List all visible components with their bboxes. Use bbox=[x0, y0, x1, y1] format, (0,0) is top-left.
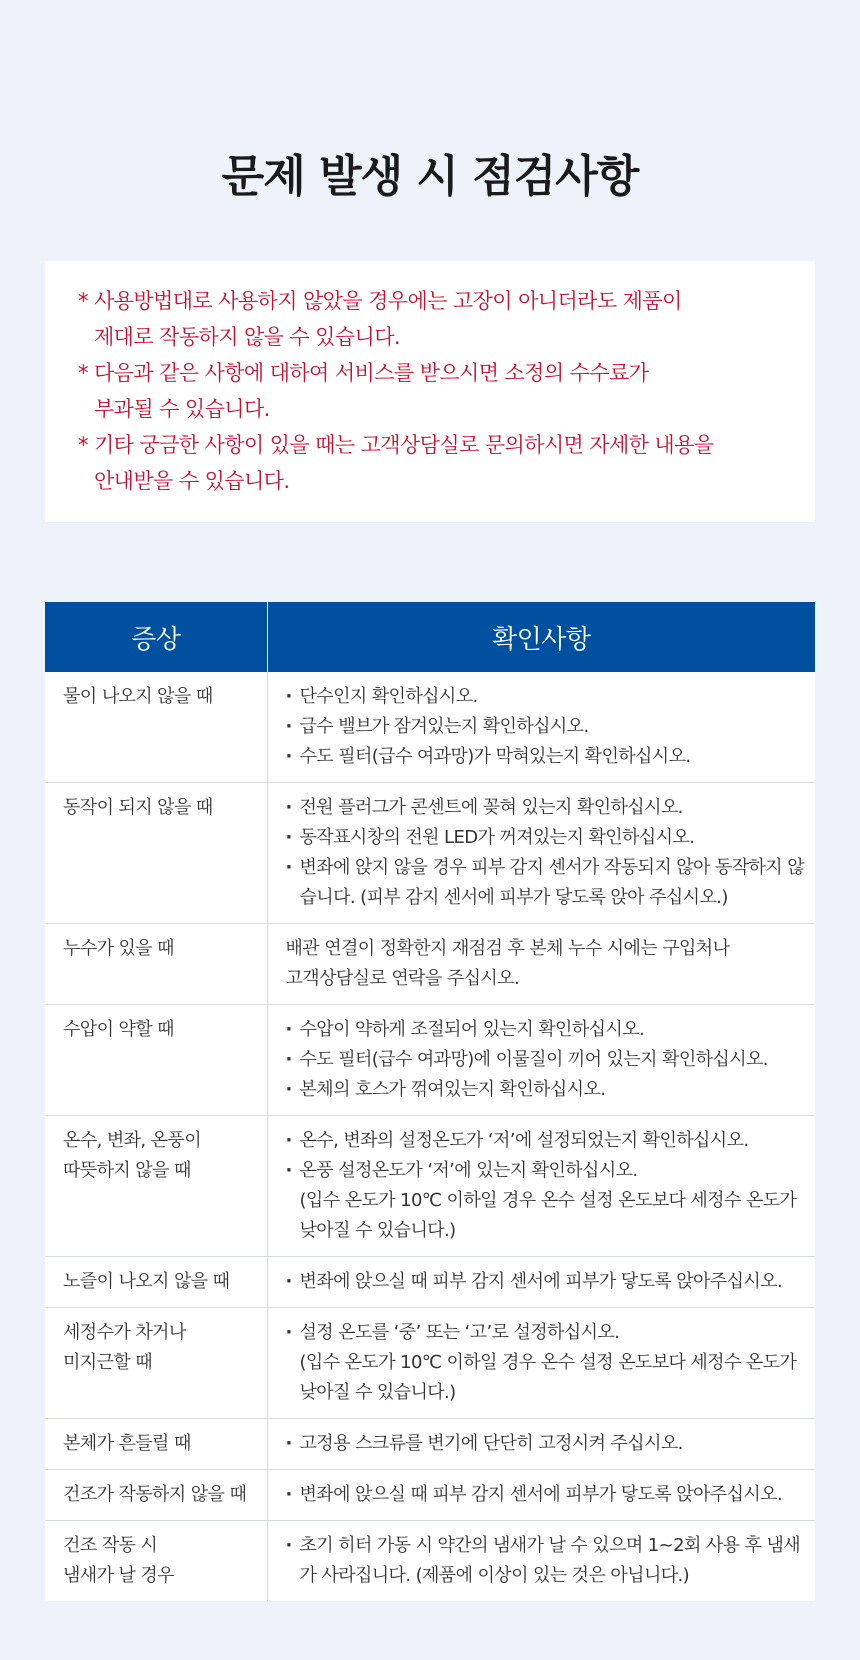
table-row bbox=[45, 1116, 815, 1257]
check-cell bbox=[267, 672, 815, 783]
symptom-text: 수압이 약할 때 bbox=[63, 1019, 174, 1040]
check-bullet-item: · 변좌에 앉으실 때 피부 감지 센서에 피부가 닿도록 앉아주십시오. bbox=[286, 1267, 808, 1297]
symptom-text: 세정수가 차거나 bbox=[63, 1322, 186, 1343]
symptom-cell bbox=[45, 1257, 267, 1308]
check-bullet-item: · 수도 필터(급수 여과망)에 이물질이 끼어 있는지 확인하십시오. bbox=[286, 1045, 808, 1075]
symptom-text: 누수가 있을 때 bbox=[63, 938, 174, 959]
symptom-text: 냄새가 날 경우 bbox=[63, 1565, 174, 1586]
check-cell bbox=[267, 1521, 815, 1602]
table-row bbox=[45, 1257, 815, 1308]
check-bullet-item: · 고정용 스크류를 변기에 단단히 고정시켜 주십시오. bbox=[286, 1429, 808, 1459]
symptom-text: 미지근할 때 bbox=[63, 1352, 153, 1373]
symptom-cell bbox=[45, 783, 267, 924]
notice-line-2: 제대로 작동하지 않을 수 있습니다. bbox=[94, 325, 400, 349]
symptom-cell bbox=[45, 1116, 267, 1257]
notice-box bbox=[45, 261, 815, 522]
notice-item bbox=[78, 283, 785, 355]
notice-item bbox=[78, 427, 785, 499]
check-cell bbox=[267, 1116, 815, 1257]
check-cell bbox=[267, 1470, 815, 1521]
check-bullet-item: · 전원 플러그가 콘센트에 꽂혀 있는지 확인하십시오. bbox=[286, 793, 808, 823]
table-row bbox=[45, 1470, 815, 1521]
check-cell bbox=[267, 1257, 815, 1308]
table-header-row bbox=[45, 602, 815, 672]
symptom-cell bbox=[45, 1308, 267, 1419]
table-row bbox=[45, 924, 815, 1005]
symptom-text: 노즐이 나오지 않을 때 bbox=[63, 1271, 230, 1292]
symptom-text: 건조가 작동하지 않을 때 bbox=[63, 1484, 247, 1505]
table-row bbox=[45, 1005, 815, 1116]
header-symptom: 증상 bbox=[45, 602, 267, 672]
table-row bbox=[45, 1521, 815, 1602]
notice-line-2: 안내받을 수 있습니다. bbox=[94, 469, 290, 493]
check-bullet-item: · 단수인지 확인하십시오. bbox=[286, 682, 808, 712]
check-cell bbox=[267, 783, 815, 924]
symptom-cell bbox=[45, 1521, 267, 1602]
table-row bbox=[45, 783, 815, 924]
check-cell bbox=[267, 1005, 815, 1116]
check-bullet-item: · 수압이 약하게 조절되어 있는지 확인하십시오. bbox=[286, 1015, 808, 1045]
symptom-cell bbox=[45, 1419, 267, 1470]
check-text: (입수 온도가 10℃ 이하일 경우 온수 설정 온도보다 세정수 온도가 낮아질 수 있습니다.) bbox=[299, 1190, 797, 1241]
troubleshooting-table-container bbox=[45, 602, 815, 1601]
symptom-text: 건조 작동 시 bbox=[63, 1535, 158, 1556]
table-row bbox=[45, 672, 815, 783]
check-text: 배관 연결이 정확한지 재점검 후 본체 누수 시에는 구입처나 bbox=[285, 938, 730, 959]
symptom-text: 물이 나오지 않을 때 bbox=[63, 686, 213, 707]
troubleshooting-table bbox=[45, 602, 815, 1601]
page-title: 문제 발생 시 점검사항 bbox=[221, 151, 639, 202]
check-cell bbox=[267, 924, 815, 1005]
symptom-text: 따뜻하지 않을 때 bbox=[63, 1160, 191, 1181]
symptom-text: 본체가 흔들릴 때 bbox=[63, 1433, 191, 1454]
symptom-cell bbox=[45, 1005, 267, 1116]
symptom-text: 동작이 되지 않을 때 bbox=[63, 797, 213, 818]
symptom-cell bbox=[45, 672, 267, 783]
table-row bbox=[45, 1419, 815, 1470]
check-bullet-item: · 설정 온도를 ‘중’ 또는 ‘고’로 설정하십시오. bbox=[286, 1318, 808, 1348]
check-bullet-item: · 초기 히터 가동 시 약간의 냄새가 날 수 있으며 1~2회 사용 후 냄새가 사라집니다. (제품에 이상이 있는 것은 아닙니다.) bbox=[286, 1531, 808, 1591]
table-body bbox=[45, 672, 815, 1601]
symptom-text: 온수, 변좌, 온풍이 bbox=[63, 1130, 202, 1151]
check-bullet-item: · 동작표시창의 전원 LED가 꺼져있는지 확인하십시오. bbox=[286, 823, 808, 853]
symptom-cell bbox=[45, 924, 267, 1005]
check-bullet-item: · 급수 밸브가 잠겨있는지 확인하십시오. bbox=[286, 712, 808, 742]
check-bullet-item: · 본체의 호스가 꺾여있는지 확인하십시오. bbox=[286, 1075, 808, 1105]
check-bullet-item: · 변좌에 앉지 않을 경우 피부 감지 센서가 작동되지 않아 동작하지 않습니다. (피부 감지 센서에 피부가 닿도록 앉아 주십시오.) bbox=[286, 853, 808, 913]
header-check-items: 확인사항 bbox=[267, 602, 815, 672]
check-bullet-item: · 변좌에 앉으실 때 피부 감지 센서에 피부가 닿도록 앉아주십시오. bbox=[286, 1480, 808, 1510]
check-bullet-item: · 온수, 변좌의 설정온도가 ‘저’에 설정되었는지 확인하십시오. bbox=[286, 1126, 808, 1156]
notice-line-1: * 다음과 같은 사항에 대하여 서비스를 받으시면 소정의 수수료가 bbox=[78, 361, 649, 385]
notice-line-1: * 기타 궁금한 사항이 있을 때는 고객상담실로 문의하시면 자세한 내용을 bbox=[78, 433, 714, 457]
notice-line-2: 부과될 수 있습니다. bbox=[94, 397, 270, 421]
check-cell bbox=[267, 1419, 815, 1470]
check-bullet-item: · 수도 필터(급수 여과망)가 막혀있는지 확인하십시오. bbox=[286, 742, 808, 772]
check-text: (입수 온도가 10℃ 이하일 경우 온수 설정 온도보다 세정수 온도가 낮아질 수 있습니다.) bbox=[299, 1352, 797, 1403]
check-cell bbox=[267, 1308, 815, 1419]
check-text: 고객상담실로 연락을 주십시오. bbox=[285, 968, 520, 989]
table-row bbox=[45, 1308, 815, 1419]
symptom-cell bbox=[45, 1470, 267, 1521]
notice-item bbox=[78, 355, 785, 427]
notice-line-1: * 사용방법대로 사용하지 않았을 경우에는 고장이 아니더라도 제품이 bbox=[78, 289, 682, 313]
check-bullet-item: · 온풍 설정온도가 ‘저’에 있는지 확인하십시오. bbox=[286, 1156, 808, 1186]
